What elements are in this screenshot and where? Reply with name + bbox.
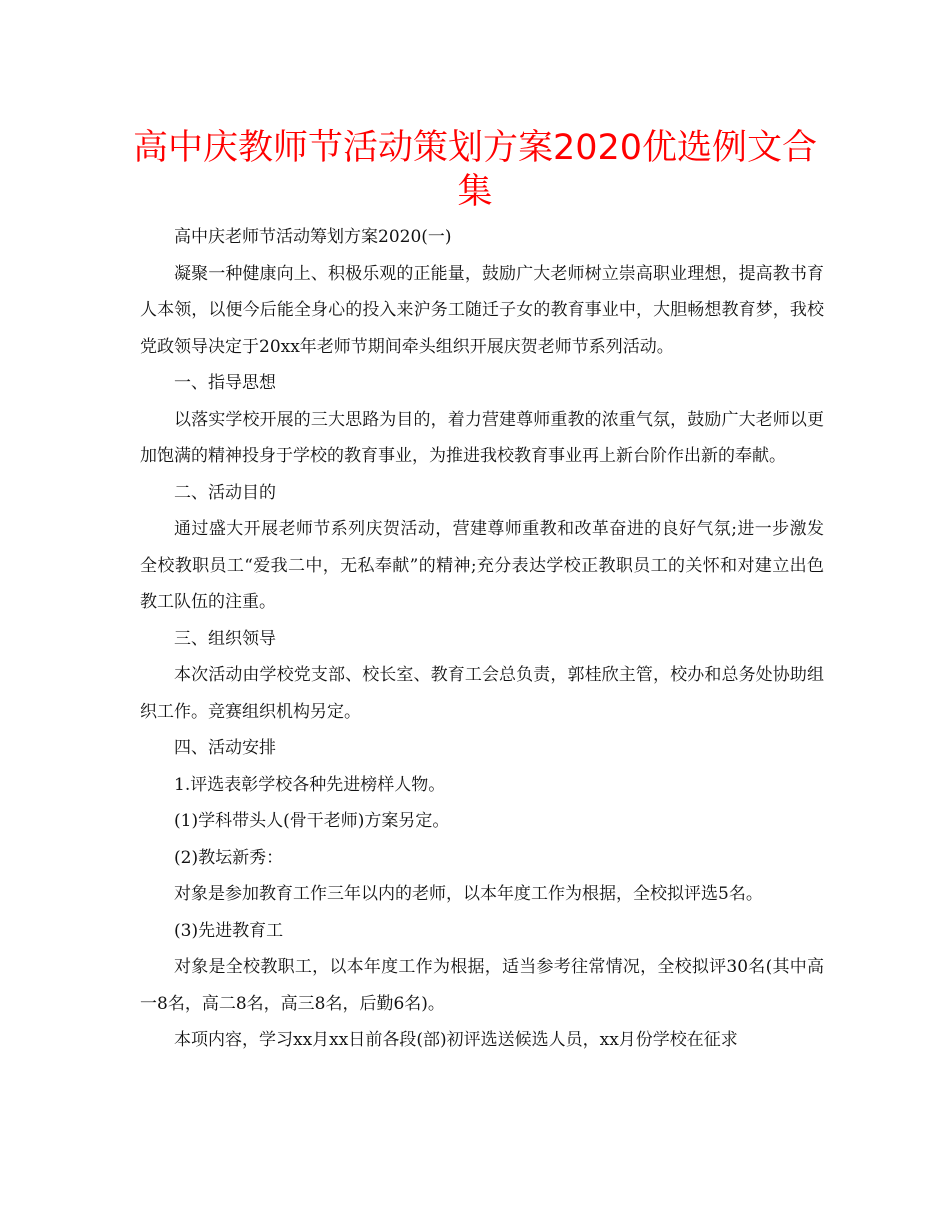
section-heading: 二、活动目的: [174, 482, 276, 503]
list-item: (3)先进教育工: [174, 920, 284, 941]
subtitle-paragraph: 高中庆老师节活动筹划方案2020(一): [174, 227, 452, 247]
list-item: (2)教坛新秀：: [174, 847, 284, 868]
list-item: (1)学科带头人(骨干老师)方案另定。: [174, 811, 450, 831]
body-paragraph: 本项内容，学习xx月xx日前各段(部)初评选送候选人员，xx月份学校在征求: [174, 1030, 738, 1050]
section-heading: 三、组织领导: [174, 628, 276, 649]
body-paragraph: 凝聚一种健康向上、积极乐观的正能量，鼓励广大老师树立崇高职业理想，提高教书育人本领，以便今后能全身心的投入来沪务工随迁子女的教育事业中，大胆畅想教育梦，我校党政领导决定于20xx年老师节期间牵头组织开展庆贺老师节系列活动。: [140, 263, 824, 357]
body-paragraph: 通过盛大开展老师节系列庆贺活动，营建尊师重教和改革奋进的良好气氛;进一步激发全校教职员工“爱我二中，无私奉献”的精神;充分表达学校正教职员工的关怀和对建立出色教工队伍的注重。: [140, 519, 824, 612]
document-title: 高中庆教师节活动策划方案2020优选例文合集: [132, 128, 818, 212]
body-paragraph: 对象是全校教职工，以本年度工作为根据，适当参考往常情况，全校拟评30名(其中高一8名，高二8名，高三8名，后勤6名)。: [140, 957, 824, 1014]
list-item: 1.评选表彰学校各种先进榜样人物。: [174, 774, 446, 795]
section-heading: 一、指导思想: [174, 373, 276, 393]
body-paragraph: 以落实学校开展的三大思路为目的，着力营建尊师重教的浓重气氛，鼓励广大老师以更加饱满的精神投身于学校的教育事业，为推进我校教育事业再上新台阶作出新的奉献。: [140, 409, 824, 466]
body-paragraph: 对象是参加教育工作三年以内的老师，以本年度工作为根据，全校拟评选5名。: [174, 884, 763, 904]
document-body: [140, 219, 824, 1059]
body-paragraph: 本次活动由学校党支部、校长室、教育工会总负责，郭桂欣主管，校办和总务处协助组织工作。竞赛组织机构另定。: [140, 665, 824, 722]
section-heading: 四、活动安排: [174, 738, 276, 758]
